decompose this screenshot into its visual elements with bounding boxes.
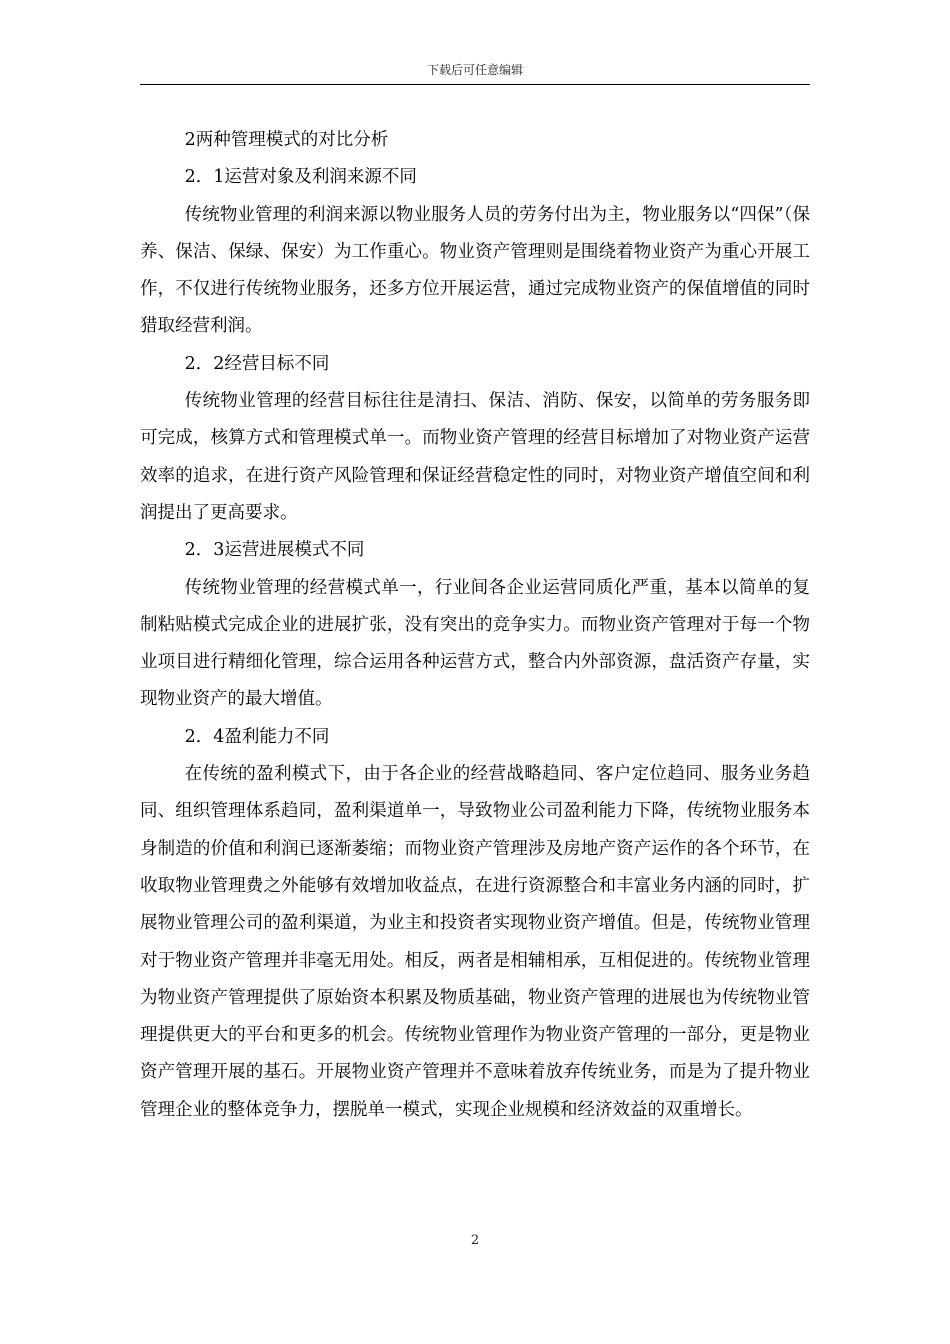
page-number: 2 [470,1233,480,1248]
document-body [140,122,810,1129]
subsection-title-4: 2．4盈利能力不同 [184,726,330,747]
paragraph-3: 传统物业管理的经营模式单一，行业间各企业运营同质化严重，基本以简单的复制粘贴模式完成企业的进展扩张，没有突出的竞争实力。而物业资产管理对于每一个物业项目进行精细化管理，综合运用各种运营方式，整合内外部资源，盘活资产存量，实现物业资产的最大增值。 [140,577,810,710]
section-title: 2两种管理模式的对比分析 [184,130,389,150]
subsection-title-1: 2．1运营对象及利润来源不同 [184,167,417,188]
paragraph-4: 在传统的盈利模式下，由于各企业的经营战略趋同、客户定位趋同、服务业务趋同、组织管理体系趋同，盈利渠道单一，导致物业公司盈利能力下降，传统物业服务本身制造的价值和利润已逐渐萎缩；而物业资产管理涉及房地产资产运作的各个环节，在收取物业管理费之外能够有效增加收益点，在进行资源整合和丰富业务内涵的同时，扩展物业管理公司的盈利渠道，为业主和投资者实现物业资产增值。但是，传统物业管理对于物业资产管理并非毫无用处。相反，两者是相辅相承，互相促进的。传统物业管理为物业资产管理提供了原始资本积累及物质基础，物业资产管理的进展也为传统物业管理提供更大的平台和更多的机会。传统物业管理作为物业资产管理的一部分，更是物业资产管理开展的基石。开展物业资产管理并不意味着放弃传统业务，而是为了提升物业管理企业的整体竞争力，摆脱单一模式，实现企业规模和经济效益的双重增长。 [140,764,810,1120]
paragraph-1: 传统物业管理的利润来源以物业服务人员的劳务付出为主，物业服务以“四保”（保养、保洁、保绿、保安）为工作重心。物业资产管理则是围绕着物业资产为重心开展工作，不仅进行传统物业服务，还多方位开展运营，通过完成物业资产的保值增值的同时猎取经营利润。 [140,204,810,337]
subsection-title-3: 2．3运营进展模式不同 [184,540,365,561]
subsection-title-2: 2．2经营目标不同 [184,353,330,374]
page-header: 下载后可任意编辑 [426,63,523,77]
paragraph-2: 传统物业管理的经营目标往往是清扫、保洁、消防、保安，以简单的劳务服务即可完成，核算方式和管理模式单一。而物业资产管理的经营目标增加了对物业资产运营效率的追求，在进行资产风险管理和保证经营稳定性的同时，对物业资产增值空间和利润提出了更高要求。 [140,391,810,523]
header-divider [140,84,810,85]
